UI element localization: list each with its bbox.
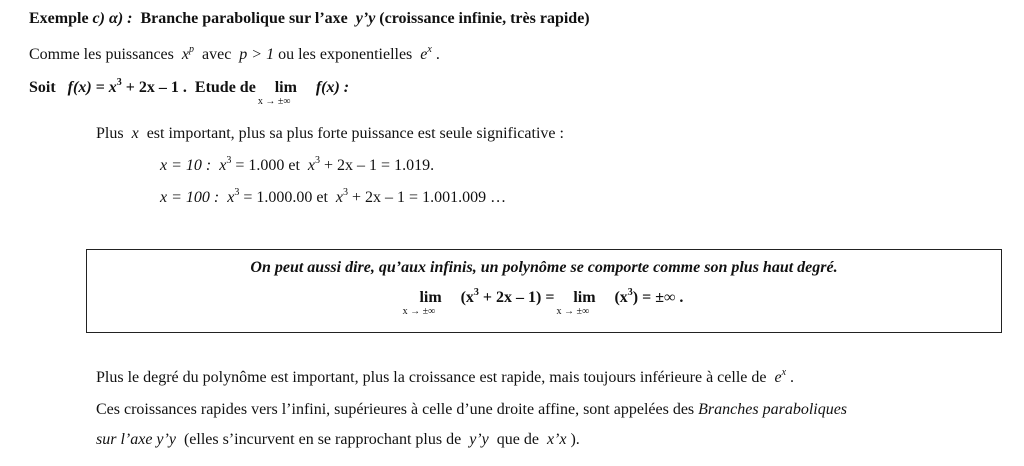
box-lim-word-left: lim [419, 289, 442, 306]
intro-power-exp: p [188, 44, 194, 55]
example-row-2 [160, 188, 506, 208]
intro-exp-base: e [420, 46, 428, 63]
box-lim-subscript-left: x → ±∞ [402, 306, 436, 317]
box-lim-subscript-right: x → ±∞ [556, 306, 590, 317]
function-def-exp: 3 [116, 77, 122, 88]
intro-text-1: Comme les puissances [29, 46, 174, 63]
conclusion-text-2: Ces croissances rapides vers l’infini, supérieures à celle d’une droite affine, sont appelées des [96, 401, 695, 418]
box-left-b: + 2x – 1) = [478, 289, 555, 306]
body-text-1b: est important, plus sa plus forte puissance est seule significative : [146, 125, 564, 142]
body-x: x [131, 125, 139, 142]
box-left-a: (x [460, 289, 474, 306]
ex1-poly-exp: 3 [315, 155, 321, 166]
ex1-poly-a: x [307, 157, 316, 174]
heading-title: Branche parabolique sur l’axe [140, 10, 348, 27]
ex1-cube-a: x [219, 157, 227, 174]
conclusion-term-axis: sur l’axe y’y [96, 431, 176, 448]
box-right-b: ) = ±∞ . [632, 289, 684, 306]
function-def-b: + 2x – 1 . [121, 79, 187, 96]
ex2-poly-b: + 2x – 1 = 1.001.009 … [348, 189, 507, 206]
example-row-1 [160, 156, 434, 176]
conclusion-yy: y’y [469, 431, 489, 448]
conclusion-line-3 [96, 430, 580, 450]
box-left-exp: 3 [473, 287, 479, 298]
ex2-poly-exp: 3 [343, 187, 349, 198]
intro-condition: p > 1 [239, 46, 275, 63]
intro-text-2: avec [201, 46, 232, 63]
conclusion-end-1: . [790, 369, 795, 386]
lim-target: f(x) : [315, 79, 350, 96]
ex2-cube-b: = 1.000.00 et [239, 189, 328, 206]
body-line-1 [96, 124, 564, 144]
conclusion-line-2 [96, 400, 847, 420]
example-ref: c) α) : [92, 10, 133, 27]
ex1-cube-b: = 1.000 et [231, 157, 300, 174]
conclusion-text-1: Plus le degré du polynôme est important, plus la croissance est rapide, mais toujours inférieure à celle de [96, 369, 767, 386]
box-right-a: (x [614, 289, 628, 306]
box-lim-word-right: lim [573, 289, 596, 306]
highlight-box [86, 249, 1002, 333]
intro-end: . [435, 46, 440, 63]
intro-exp-exp: x [427, 44, 432, 55]
conclusion-xx: x’x [546, 431, 567, 448]
etude-label: Etude de [194, 79, 256, 96]
box-limit-equation [87, 287, 1001, 317]
conclusion-term: Branches paraboliques [698, 401, 848, 418]
ex1-cube-exp: 3 [226, 155, 232, 166]
function-def-a: f(x) = x [67, 79, 117, 96]
lim-word: lim [274, 79, 297, 96]
ex1-poly-b: + 2x – 1 = 1.019. [320, 157, 435, 174]
conclusion-line-1 [96, 368, 794, 388]
conclusion-e: e [774, 369, 782, 386]
intro-line [29, 45, 440, 65]
soit-line [29, 77, 350, 107]
lim-subscript: x → ±∞ [257, 96, 291, 107]
conclusion-text-3b: que de [496, 431, 539, 448]
heading-axis: y’y [355, 10, 376, 27]
soit-label: Soit [29, 79, 56, 96]
heading-suffix: (croissance infinie, très rapide) [379, 10, 590, 27]
example-prefix: Exemple [29, 10, 89, 27]
conclusion-text-3a: (elles s’incurvent en se rapprochant plus de [183, 431, 462, 448]
box-limit-operator-right [556, 288, 610, 317]
box-limit-operator-left [402, 288, 457, 317]
intro-power: x [181, 46, 189, 63]
box-right-exp: 3 [627, 287, 633, 298]
box-statement: On peut aussi dire, qu’aux infinis, un polynôme se comporte comme son plus haut degré. [250, 259, 838, 276]
section-heading [29, 9, 590, 29]
ex1-x-value: x = 10 : [160, 157, 212, 174]
ex2-cube-a: x [227, 189, 235, 206]
ex2-poly-a: x [335, 189, 344, 206]
ex2-cube-exp: 3 [234, 187, 240, 198]
ex2-x-value: x = 100 : [160, 189, 220, 206]
body-text-1a: Plus [96, 125, 124, 142]
conclusion-e-exp: x [781, 367, 787, 378]
intro-text-3: ou les exponentielles [278, 46, 413, 63]
conclusion-end-3: ). [570, 431, 580, 448]
limit-operator [257, 78, 312, 107]
